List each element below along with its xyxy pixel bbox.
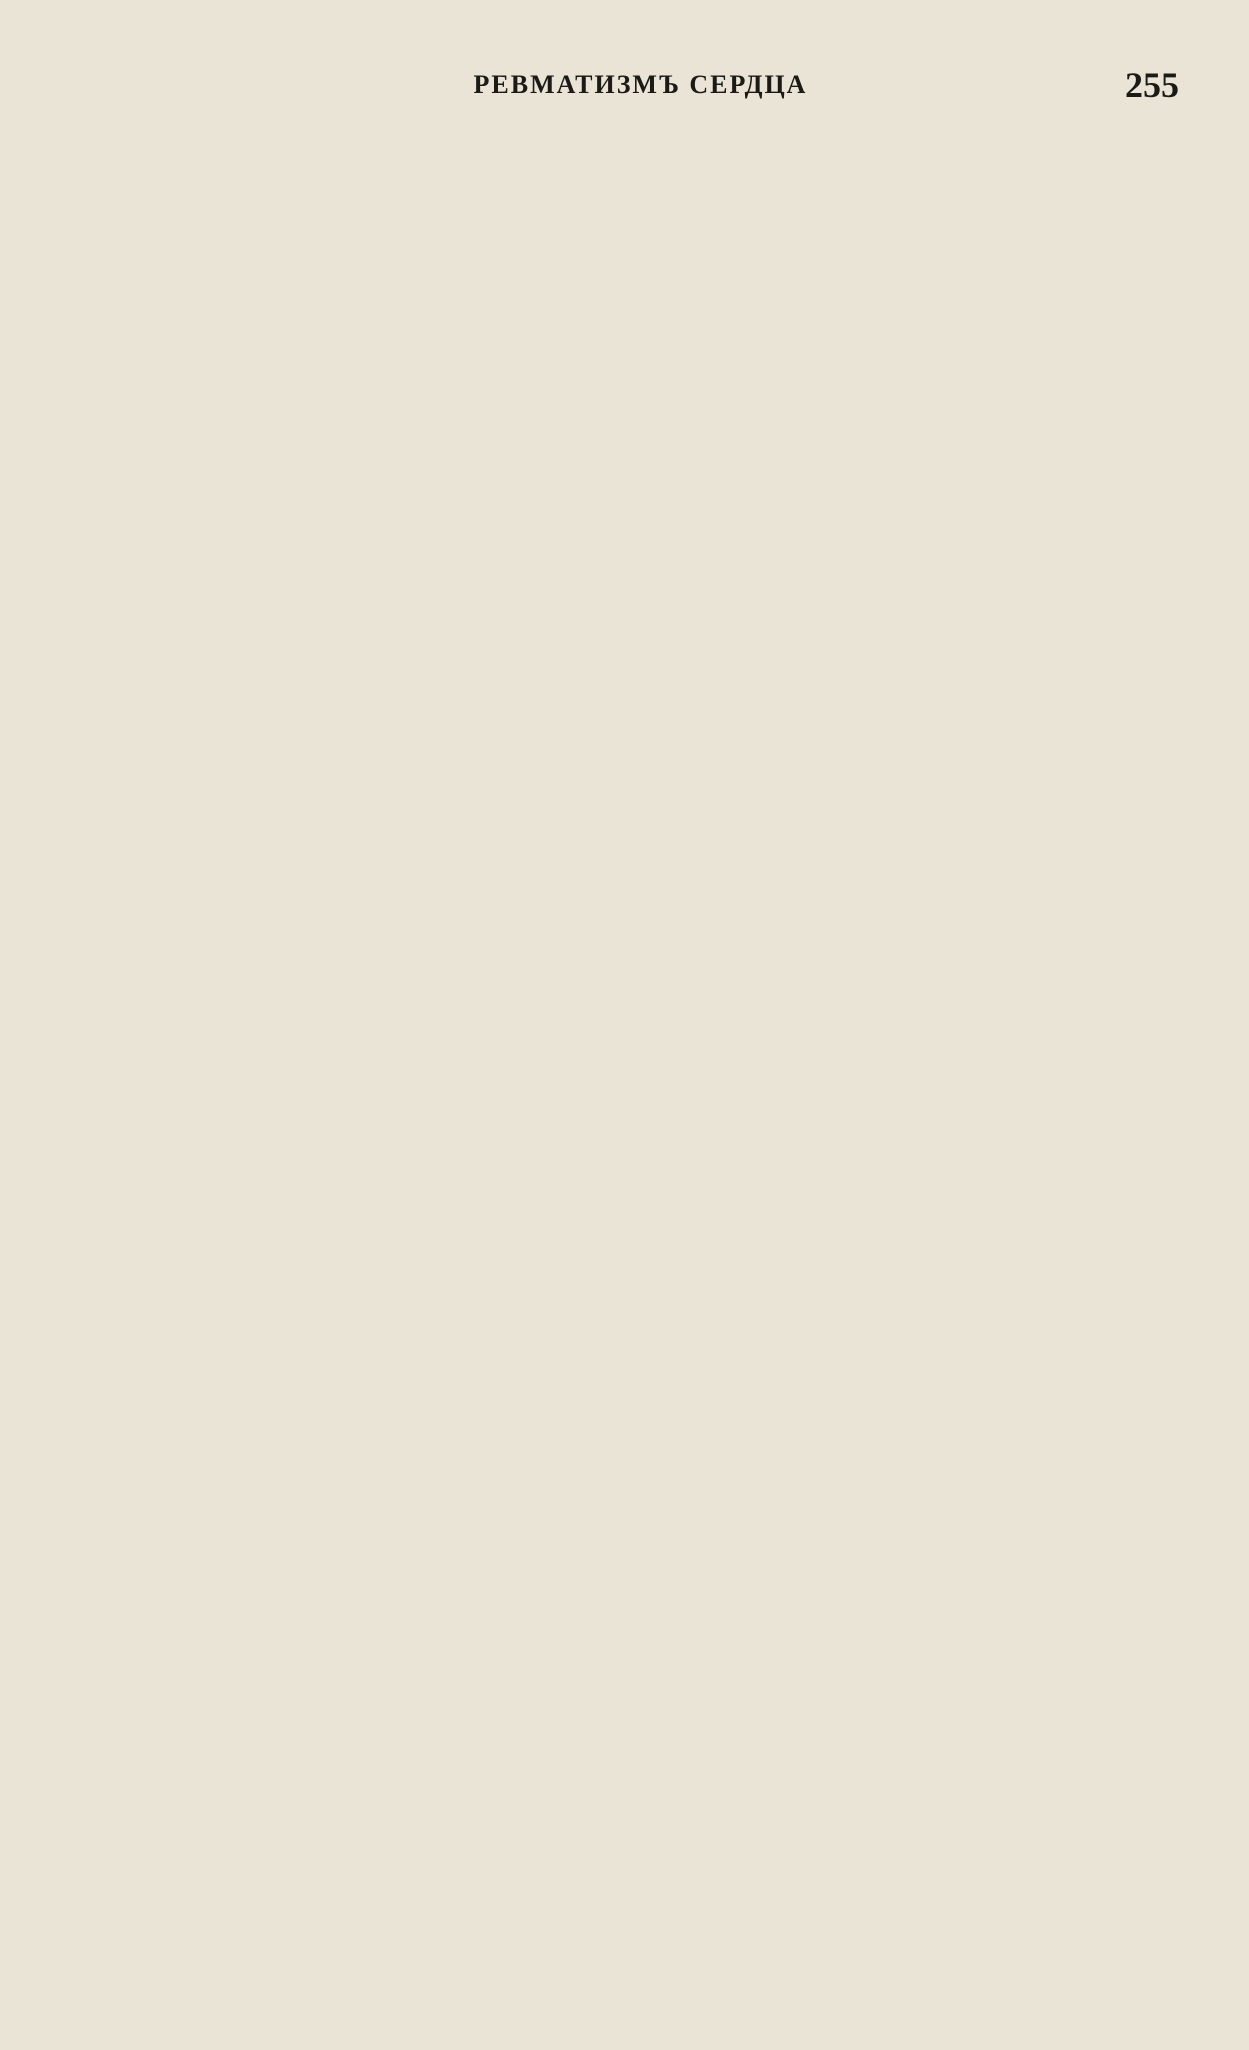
paragraph-spacer [92, 150, 1189, 168]
running-title: РЕВМАТИЗМЪ СЕРДЦА [473, 70, 808, 99]
page-number: 255 [1125, 65, 1179, 105]
running-head [92, 65, 1189, 116]
body-text [92, 150, 1189, 168]
